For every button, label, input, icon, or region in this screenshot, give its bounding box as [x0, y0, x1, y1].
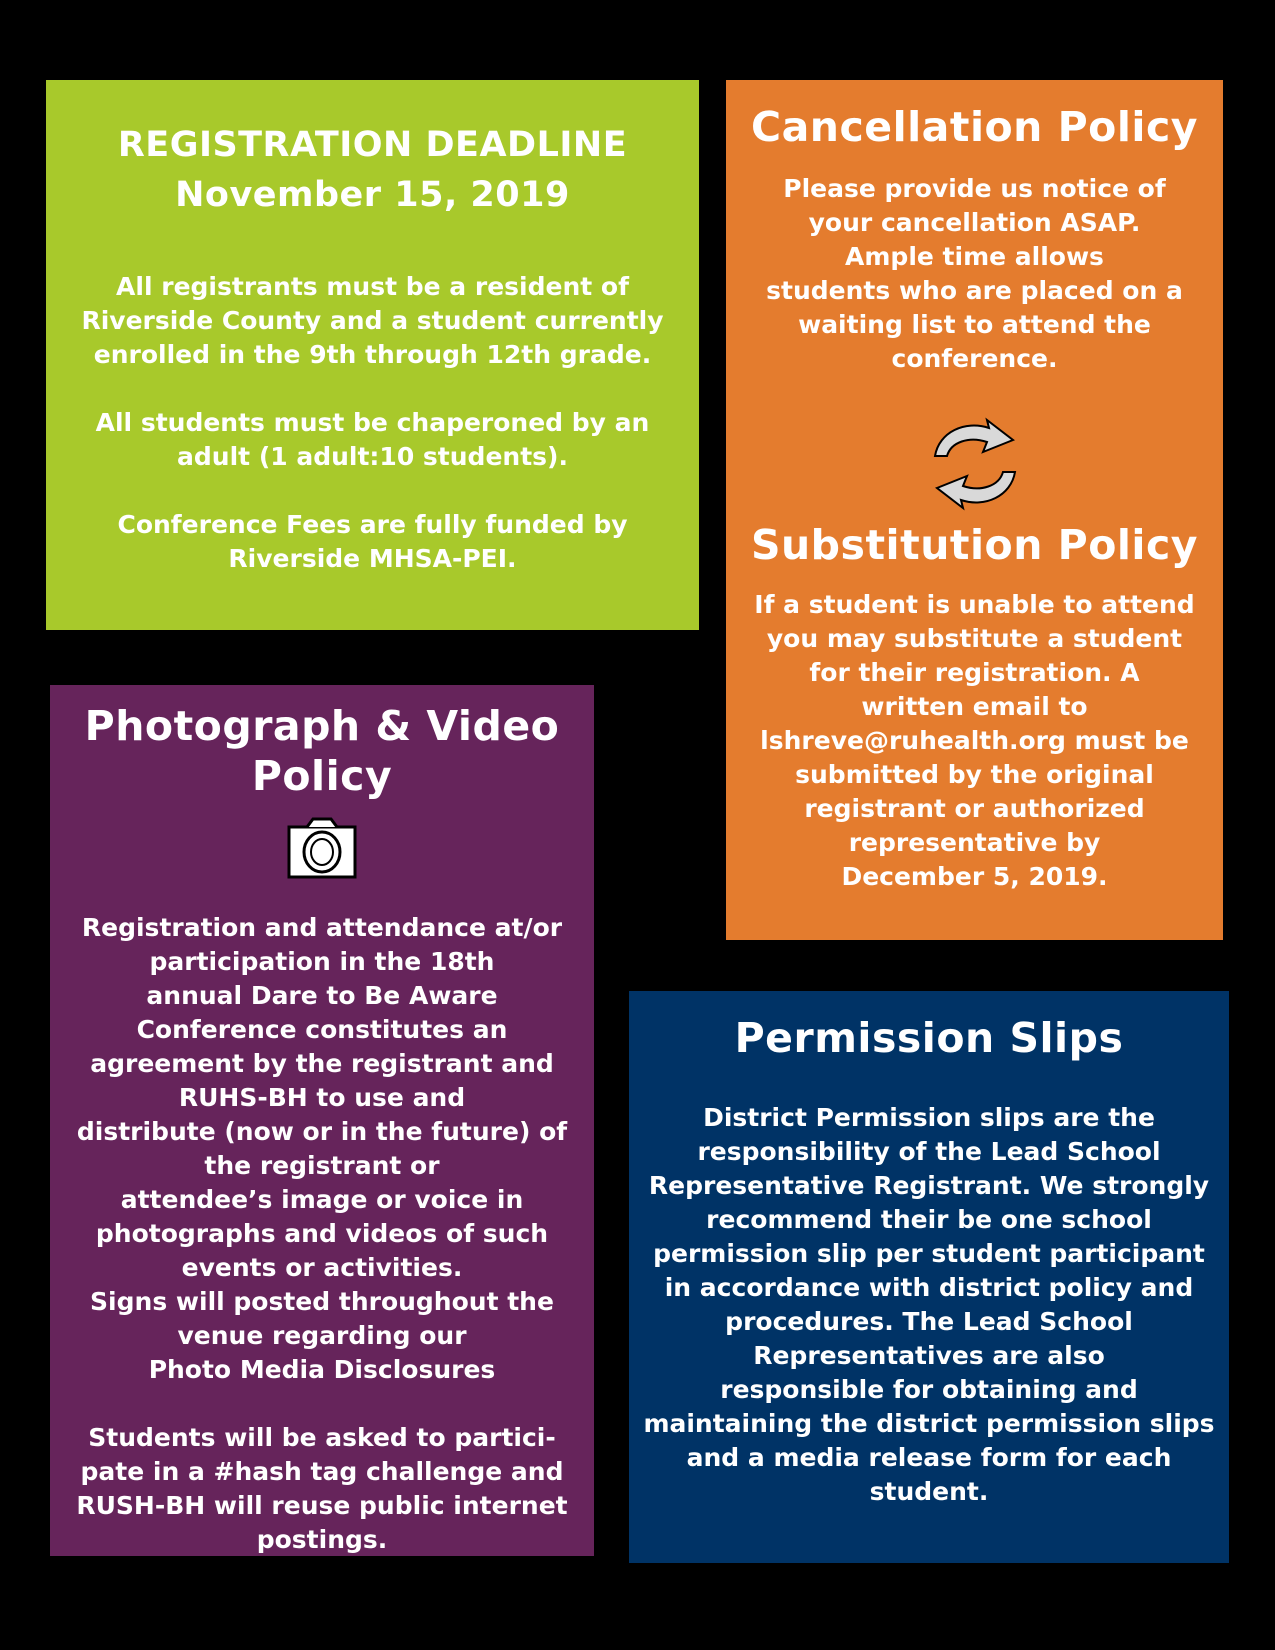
substitution-policy-title: Substitution Policy: [750, 521, 1199, 569]
permission-slips-panel: [629, 991, 1229, 1563]
permission-slips-title: Permission Slips: [734, 1014, 1124, 1062]
hashtag-challenge-text: Students will be asked to partici- pate in a #hash tag challenge and RUSH-BH will reuse public internet postings.: [76, 1423, 568, 1554]
substitution-policy-text: If a student is unable to attend you may substitute a student for their registration. A written email to lshreve@ruhealth.org must be submitted by the original registrant or authorized representative by December 5, 2019.: [754, 590, 1195, 891]
camera-icon: [287, 817, 357, 879]
photo-consent-text: Registration and attendance at/or participation in the 18th annual Dare to Be Aware Conference constitutes an agreement by the registrant and RUHS-BH to use and distribute (now or in the future) of the registrant or attendee’s image or voice in photographs and videos of such events or activities. Signs will posted throughout the venue regarding our Photo Media Disclosures: [76, 913, 568, 1384]
chaperone-requirement: All students must be chaperoned by an adult (1 adult:10 students).: [95, 408, 650, 471]
conference-fees-note: Conference Fees are fully funded by Riverside MHSA-PEI.: [117, 510, 628, 573]
registration-deadline-title: REGISTRATION DEADLINE: [117, 125, 628, 165]
residency-requirement: All registrants must be a resident of Riverside County and a student currently enrolled in the 9th through 12th grade.: [81, 272, 664, 369]
registration-deadline-panel: [46, 80, 699, 630]
photo-video-policy-title: Photograph & Video Policy: [84, 702, 560, 800]
cancellation-policy-title: Cancellation Policy: [751, 103, 1198, 151]
photo-video-policy-panel: [50, 685, 594, 1556]
cancellation-substitution-panel: [726, 80, 1223, 940]
cancellation-policy-text: Please provide us notice of your cancellation ASAP. Ample time allows students who are placed on a waiting list to attend the conference.: [766, 174, 1183, 373]
refresh-cycle-icon: [925, 414, 1025, 514]
permission-slips-text: District Permission slips are the responsibility of the Lead School Representative Registrant. We strongly recommend their be one school permission slip per student participant in accordance with district policy and procedures. The Lead School Representatives are also responsible for obtaining and maintaining the district permission slips and a media release form for each student.: [643, 1103, 1215, 1506]
registration-deadline-date: November 15, 2019: [175, 175, 570, 215]
